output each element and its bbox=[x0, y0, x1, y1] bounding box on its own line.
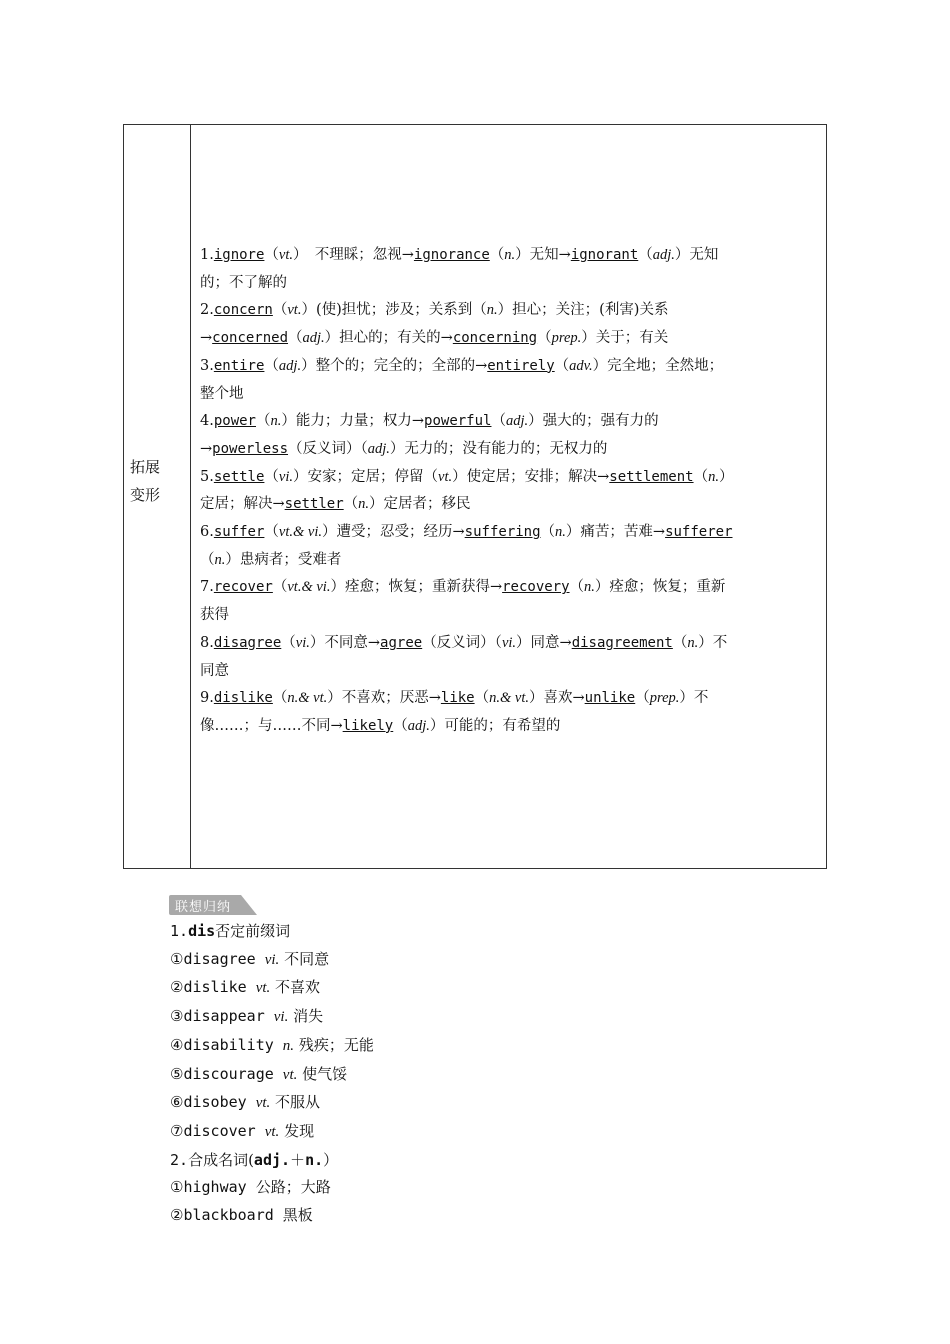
meaning-text: 残疾；无能 bbox=[294, 1035, 374, 1054]
entry-text: （ bbox=[272, 579, 288, 596]
part-of-speech: vi. bbox=[273, 1009, 289, 1026]
item-word: ⑦discover bbox=[170, 1121, 265, 1140]
vocab-word: disagreement bbox=[571, 634, 673, 651]
association-list bbox=[170, 918, 374, 1230]
part-of-speech: vi. bbox=[278, 468, 294, 485]
vocab-word: suffer bbox=[213, 524, 265, 541]
association-item bbox=[170, 1032, 374, 1061]
association-item bbox=[170, 1202, 374, 1230]
entry-line bbox=[200, 381, 820, 409]
entry-line bbox=[200, 270, 820, 298]
entry-line bbox=[200, 297, 820, 325]
vocab-word: settle bbox=[213, 468, 265, 485]
vocab-word: ignorant bbox=[570, 247, 639, 263]
row-label-line2: 变形 bbox=[130, 486, 161, 504]
entry-text: ）关于；有关 bbox=[581, 330, 669, 347]
entry-text: （ bbox=[256, 413, 271, 430]
association-item bbox=[170, 1174, 374, 1202]
entry-text: ）患病者；受难者 bbox=[225, 551, 342, 568]
entry-text: （ bbox=[569, 579, 585, 596]
part-of-speech: n. bbox=[358, 496, 370, 513]
entry-text: ）安家；定居；停留（ bbox=[293, 468, 439, 485]
vocab-word: entire bbox=[213, 357, 265, 374]
badge-tail bbox=[241, 895, 257, 915]
vocab-word: ignorance bbox=[413, 247, 490, 263]
entry-text: 5. bbox=[200, 468, 214, 485]
entry-text: ）痊愈；恢复；重新 bbox=[594, 579, 726, 596]
vocab-word: ignore bbox=[213, 247, 265, 263]
entry-text: ）能力；力量；权力→ bbox=[281, 413, 425, 430]
entry-text: ）喜欢→ bbox=[528, 690, 585, 707]
entry-line bbox=[200, 408, 820, 436]
entry-text: ）痊愈；恢复；重新获得→ bbox=[330, 579, 503, 596]
entry-text: ）无知 bbox=[674, 247, 719, 263]
entry-text: ）痛苦；苦难→ bbox=[565, 524, 666, 541]
vocab-word: powerless bbox=[212, 440, 289, 457]
item-word: ⑥disobey bbox=[170, 1093, 256, 1112]
vocab-word: like bbox=[440, 690, 475, 707]
entry-text: 获得 bbox=[200, 607, 229, 624]
expansion-content bbox=[200, 242, 820, 741]
entry-text: （ bbox=[264, 468, 279, 485]
entry-line bbox=[200, 242, 820, 270]
vocab-word: unlike bbox=[584, 690, 636, 707]
entry-line bbox=[200, 519, 820, 547]
entry-text: （ bbox=[537, 330, 552, 347]
entry-text: ）完全地；全然地； bbox=[592, 357, 724, 374]
entry-text: 2. bbox=[200, 302, 214, 319]
entry-text: （ bbox=[693, 468, 709, 485]
meaning-text: ） bbox=[323, 1150, 339, 1169]
entry-text: （ bbox=[489, 247, 505, 263]
entry-line bbox=[200, 685, 820, 713]
part-of-speech: vt. bbox=[255, 980, 271, 997]
meaning-text: 黑板 bbox=[282, 1206, 313, 1225]
entry-text: （ bbox=[491, 413, 506, 430]
vocab-word: concern bbox=[213, 302, 273, 319]
part-of-speech: adj. bbox=[302, 330, 325, 347]
entry-text: 的；不了解的 bbox=[200, 274, 287, 291]
entry-text: （ bbox=[288, 330, 303, 347]
vocab-word: concerning bbox=[452, 330, 538, 347]
entry-text: （ bbox=[264, 357, 279, 374]
meaning-text: 不喜欢 bbox=[270, 978, 321, 997]
part-of-speech: vt.& vi. bbox=[287, 579, 331, 596]
part-of-speech: vi. bbox=[501, 634, 517, 651]
entry-line bbox=[200, 547, 820, 575]
association-item bbox=[170, 1003, 374, 1032]
vocab-word: powerful bbox=[424, 413, 492, 430]
part-of-speech: vt. bbox=[255, 1095, 271, 1112]
meaning-text: 消失 bbox=[288, 1007, 324, 1026]
part-of-speech: n. bbox=[270, 413, 282, 430]
meaning-text: 合成名词( bbox=[188, 1150, 254, 1169]
vocab-table bbox=[123, 124, 827, 869]
item-word: ④disability bbox=[170, 1035, 283, 1054]
part-of-speech: n. bbox=[584, 579, 595, 596]
entry-text: （ bbox=[638, 247, 653, 263]
entry-text: （反义词）（ bbox=[288, 440, 368, 457]
entry-text: ） bbox=[718, 468, 734, 485]
entry-text: ）使定居；安排；解决→ bbox=[452, 468, 610, 485]
entry-text: 整个地 bbox=[200, 385, 244, 402]
entry-line bbox=[200, 658, 820, 686]
part-of-speech: n. bbox=[504, 247, 516, 263]
part-of-speech: vt.& vi. bbox=[278, 524, 323, 541]
entry-text: （ bbox=[281, 634, 296, 651]
entry-text: （ bbox=[200, 551, 215, 568]
meaning-text: 使气馁 bbox=[297, 1064, 348, 1083]
part-of-speech: n. bbox=[282, 1037, 295, 1054]
entry-text: 同意 bbox=[200, 662, 229, 679]
entry-text: 3. bbox=[200, 357, 214, 374]
vocab-word: recover bbox=[213, 579, 273, 596]
meaning-text: 公路；大路 bbox=[255, 1178, 331, 1197]
item-word: ③disappear bbox=[170, 1007, 274, 1026]
entry-text: ）定居者；移民 bbox=[369, 496, 471, 513]
vocab-word: sufferer bbox=[665, 524, 733, 541]
entry-text: 像……；与……不同→ bbox=[200, 717, 343, 734]
entry-text: （ bbox=[393, 717, 408, 734]
item-word: ①disagree bbox=[170, 949, 265, 968]
entry-text: ）不 bbox=[679, 690, 709, 707]
part-of-speech: vt. bbox=[264, 1123, 280, 1140]
entry-text: ）无力的；没有能力的；无权力的 bbox=[389, 440, 608, 457]
bold-term: dis bbox=[188, 922, 216, 940]
part-of-speech: vt. bbox=[282, 1066, 298, 1083]
vocab-word: settlement bbox=[609, 468, 694, 485]
part-of-speech: adv. bbox=[569, 357, 593, 374]
entry-text: ）不同意→ bbox=[309, 634, 381, 651]
part-of-speech: adj. bbox=[407, 717, 430, 734]
meaning-text: 不服从 bbox=[270, 1093, 321, 1112]
item-word: ②dislike bbox=[170, 978, 256, 997]
entry-text: ）不喜欢；厌恶→ bbox=[327, 690, 441, 707]
part-of-speech: adj. bbox=[278, 357, 302, 374]
entry-text: → bbox=[200, 440, 213, 457]
entry-text: （ bbox=[343, 496, 359, 513]
vocab-word: settler bbox=[284, 496, 344, 513]
vocab-word: entirely bbox=[487, 357, 555, 374]
entry-line bbox=[200, 325, 820, 353]
row-label bbox=[130, 453, 186, 509]
part-of-speech: n. bbox=[555, 524, 566, 541]
vocab-word: likely bbox=[342, 717, 394, 734]
association-item bbox=[170, 1061, 374, 1090]
part-of-speech: vt. bbox=[438, 468, 453, 485]
part-of-speech: n.& vt. bbox=[489, 690, 529, 707]
vocab-word: power bbox=[213, 413, 256, 430]
part-of-speech: prep. bbox=[551, 330, 582, 347]
entry-text: ）担心；关注；(利害)关系 bbox=[497, 302, 669, 319]
entry-line bbox=[200, 464, 820, 492]
entry-text: ）无知→ bbox=[515, 247, 571, 263]
meaning-text: 否定前缀词 bbox=[215, 922, 291, 940]
part-of-speech: vi. bbox=[264, 951, 280, 968]
part-of-speech: adj. bbox=[652, 247, 675, 263]
entry-text: 8. bbox=[200, 634, 214, 651]
entry-text: ）担心的；有关的→ bbox=[324, 330, 453, 347]
entry-text: （ bbox=[635, 690, 650, 707]
association-item bbox=[170, 1118, 374, 1147]
item-word: 1. bbox=[170, 922, 189, 940]
entry-text: 6. bbox=[200, 524, 214, 541]
meaning-text: 发现 bbox=[279, 1121, 315, 1140]
entry-line bbox=[200, 491, 820, 519]
section-badge bbox=[169, 895, 257, 915]
badge-label: 联想归纳 bbox=[175, 900, 232, 915]
part-of-speech: n. bbox=[687, 634, 699, 651]
entry-text: （ bbox=[264, 524, 279, 541]
association-item bbox=[170, 918, 374, 946]
item-word: ②blackboard bbox=[170, 1206, 283, 1225]
vocab-word: concerned bbox=[212, 330, 289, 347]
entry-line bbox=[200, 353, 820, 381]
part-of-speech: n. bbox=[708, 468, 719, 485]
association-item bbox=[170, 1089, 374, 1118]
entry-text: 定居；解决→ bbox=[200, 496, 285, 513]
vocab-word: agree bbox=[380, 634, 423, 651]
item-word: ⑤discourage bbox=[170, 1064, 283, 1083]
vocab-word: recovery bbox=[502, 579, 570, 596]
entry-line bbox=[200, 602, 820, 630]
row-label-line1: 拓展 bbox=[130, 458, 161, 476]
entry-text: ）整个的；完全的；全部的→ bbox=[301, 357, 488, 374]
entry-text: ）遭受；忍受；经历→ bbox=[322, 524, 465, 541]
item-word: ①highway bbox=[170, 1178, 256, 1197]
association-item bbox=[170, 974, 374, 1003]
entry-text: ）不 bbox=[698, 634, 728, 651]
entry-text: 7. bbox=[200, 579, 214, 596]
entry-text: 1. bbox=[200, 247, 214, 263]
entry-text: ）强大的；强有力的 bbox=[528, 413, 659, 430]
entry-line bbox=[200, 436, 820, 464]
vocab-word: dislike bbox=[213, 690, 273, 707]
part-of-speech: vt. bbox=[287, 302, 302, 319]
part-of-speech: n. bbox=[214, 551, 226, 568]
entry-text: （ bbox=[554, 357, 570, 374]
vocab-word: disagree bbox=[213, 634, 282, 651]
entry-text: ）同意→ bbox=[516, 634, 572, 651]
entry-text: 4. bbox=[200, 413, 214, 430]
meaning-text: ＋ bbox=[290, 1150, 306, 1169]
entry-text: （ bbox=[272, 302, 288, 319]
part-of-speech: n. bbox=[486, 302, 498, 319]
entry-text: （ bbox=[474, 690, 490, 707]
entry-text: （ bbox=[540, 524, 556, 541]
entry-text: ）(使)担忧；涉及；关系到（ bbox=[301, 302, 487, 319]
entry-text: （反义词）（ bbox=[422, 634, 502, 651]
part-of-speech: n.& vt. bbox=[287, 690, 328, 707]
vocab-word: suffering bbox=[464, 524, 541, 541]
part-of-speech: vt. bbox=[278, 247, 294, 263]
item-word: 2. bbox=[170, 1150, 189, 1169]
column-divider bbox=[190, 125, 191, 868]
entry-line bbox=[200, 574, 820, 602]
entry-text: （ bbox=[672, 634, 688, 651]
entry-text: （ bbox=[264, 247, 279, 263]
association-item bbox=[170, 1147, 374, 1175]
association-item bbox=[170, 946, 374, 975]
part-of-speech: adj. bbox=[367, 440, 390, 457]
entry-line bbox=[200, 630, 820, 658]
meaning-text: 不同意 bbox=[279, 949, 330, 968]
entry-text: 9. bbox=[200, 690, 214, 707]
part-of-speech: prep. bbox=[649, 690, 680, 707]
entry-text: → bbox=[200, 330, 213, 347]
entry-text: ） 不理睬；忽视→ bbox=[293, 247, 414, 263]
part-of-speech: vi. bbox=[295, 634, 310, 651]
entry-text: （ bbox=[272, 690, 288, 707]
entry-text: ）可能的；有希望的 bbox=[429, 717, 561, 734]
bold-term: n. bbox=[305, 1150, 324, 1169]
bold-term: adj. bbox=[253, 1150, 291, 1169]
part-of-speech: adj. bbox=[505, 413, 529, 430]
entry-line bbox=[200, 713, 820, 741]
